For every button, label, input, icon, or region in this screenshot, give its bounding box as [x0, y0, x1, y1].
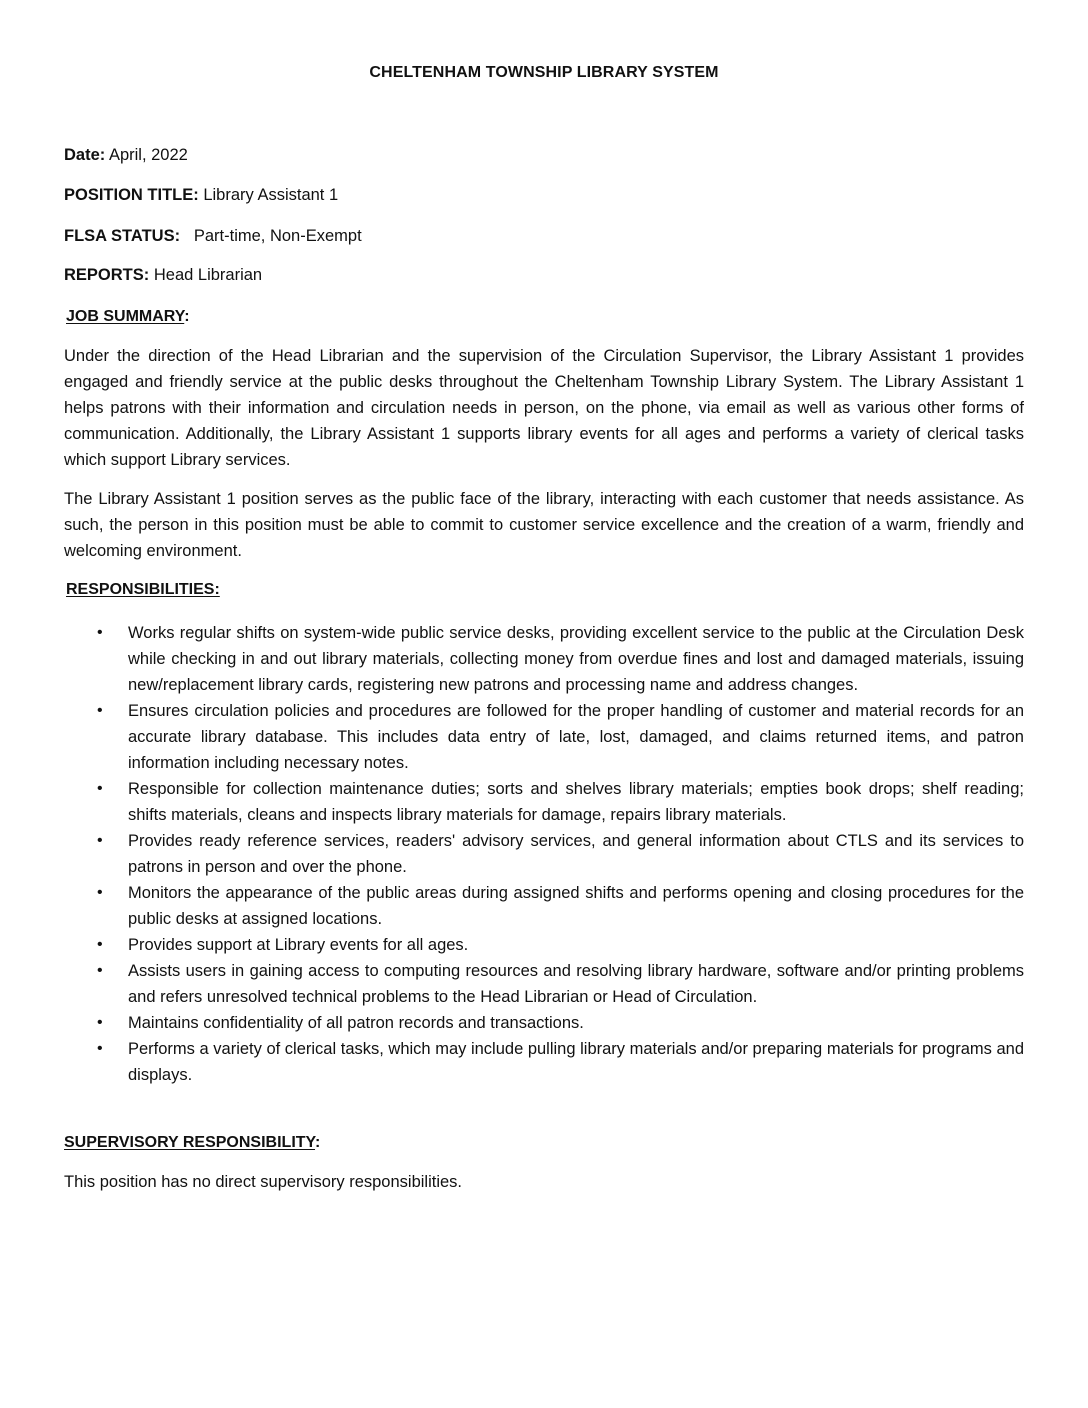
date-label: Date:: [64, 146, 106, 164]
responsibilities-list: [64, 620, 1024, 1088]
responsibility-item: [64, 776, 1024, 828]
position-title-label: POSITION TITLE:: [64, 186, 199, 204]
reports-field: [64, 266, 262, 285]
responsibility-item: [64, 958, 1024, 1010]
responsibility-item: [64, 1036, 1024, 1088]
responsibility-item: [64, 620, 1024, 698]
bullet-icon: •: [97, 702, 103, 719]
responsibility-text: Assists users in gaining access to computing resources and resolving library hardware, software and/or printing problems and refers unresolved technical problems to the Head Librarian or Head of Circulation.: [128, 962, 1024, 1006]
responsibility-item: [64, 932, 1024, 958]
bullet-icon: •: [97, 962, 103, 979]
bullet-icon: •: [97, 884, 103, 901]
responsibility-text: Performs a variety of clerical tasks, which may include pulling library materials and/or preparing materials for programs and displays.: [128, 1040, 1024, 1084]
reports-value: Head Librarian: [153, 266, 263, 284]
flsa-status-field: [64, 227, 362, 246]
responsibility-text: Monitors the appearance of the public areas during assigned shifts and performs opening and closing procedures for the public desks at assigned locations.: [128, 884, 1024, 928]
responsibility-item: [64, 828, 1024, 880]
reports-label: REPORTS:: [64, 266, 150, 284]
responsibility-item: [64, 698, 1024, 776]
date-value: April, 2022: [108, 146, 188, 164]
supervisory-heading-text: SUPERVISORY RESPONSIBILITY: [64, 1134, 316, 1151]
bullet-icon: •: [97, 936, 103, 953]
bullet-icon: •: [97, 780, 103, 797]
responsibilities-heading: [66, 581, 220, 599]
responsibility-text: Responsible for collection maintenance duties; sorts and shelves library materials; empties book drops; shelf reading; shifts materials, cleans and inspects library materials for damage, repairs library materials.: [128, 780, 1024, 824]
bullet-icon: •: [97, 1014, 103, 1031]
position-title-value: Library Assistant 1: [203, 186, 339, 204]
responsibility-text: Maintains confidentiality of all patron records and transactions.: [128, 1014, 584, 1032]
job-summary-heading: JOB SUMMARY:: [66, 308, 190, 325]
document-title: CHELTENHAM TOWNSHIP LIBRARY SYSTEM: [369, 64, 719, 81]
flsa-status-label: FLSA STATUS:: [64, 227, 181, 245]
responsibility-item: [64, 880, 1024, 932]
job-summary-paragraph-2: The Library Assistant 1 position serves as the public face of the library, interacting with each customer that needs assistance. As such, the person in this position must be able to commit to customer service excellence and the creation of a warm, friendly and welcoming environment.: [64, 490, 1024, 560]
responsibility-text: Provides ready reference services, readers' advisory services, and general information about CTLS and its services to patrons in person and over the phone.: [128, 832, 1024, 876]
job-summary-paragraph-1: Under the direction of the Head Librarian and the supervision of the Circulation Supervisor, the Library Assistant 1 provides engaged and friendly service at the public desks throughout the Cheltenham Township Library System. The Library Assistant 1 helps patrons with their information and circulation needs in person, on the phone, via email as well as various other forms of communication. Additionally, the Library Assistant 1 supports library events for all ages and performs a variety of clerical tasks which support Library services.: [64, 347, 1024, 469]
bullet-icon: •: [97, 1040, 103, 1057]
bullet-icon: •: [97, 624, 103, 641]
responsibility-text: Provides support at Library events for all ages.: [128, 936, 469, 954]
supervisory-text: This position has no direct supervisory responsibilities.: [64, 1173, 463, 1191]
flsa-status-value: Part-time, Non-Exempt: [193, 227, 362, 245]
responsibility-item: [64, 1010, 1024, 1036]
position-title-field: [64, 186, 338, 205]
responsibilities-heading-text: RESPONSIBILITIES:: [66, 581, 220, 598]
bullet-icon: •: [97, 832, 103, 849]
supervisory-heading: SUPERVISORY RESPONSIBILITY:: [64, 1134, 321, 1151]
date-field: [64, 146, 188, 165]
job-summary-heading-text: JOB SUMMARY: [66, 308, 185, 325]
responsibility-text: Works regular shifts on system-wide public service desks, providing excellent service to the public at the Circulation Desk while checking in and out library materials, collecting money from overdue fines and lost and damaged materials, issuing new/replacement library cards, registering new patrons and processing name and address changes.: [128, 624, 1024, 694]
responsibility-text: Ensures circulation policies and procedures are followed for the proper handling of customer and material records for an accurate library database. This includes data entry of late, lost, damaged, and claims returned items, and patron information including necessary notes.: [128, 702, 1024, 772]
